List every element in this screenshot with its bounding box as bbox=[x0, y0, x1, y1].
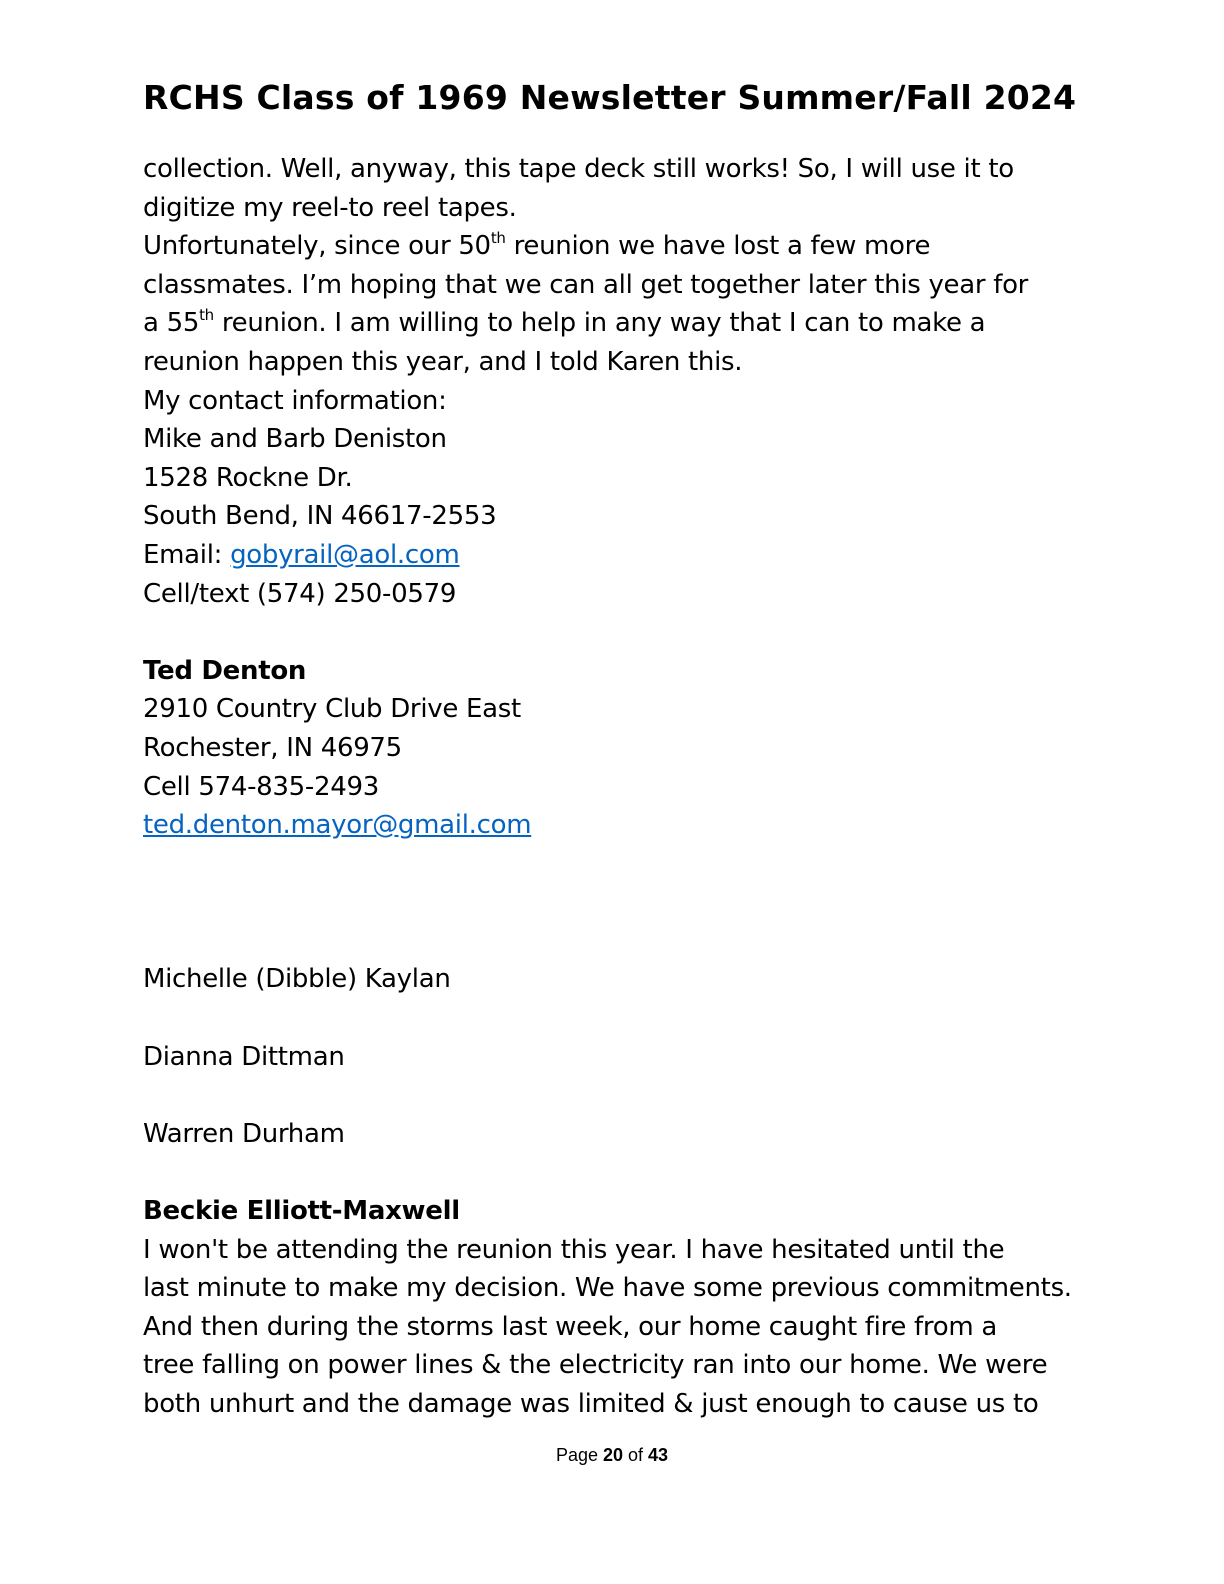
classmate-heading: Beckie Elliott-Maxwell bbox=[143, 1196, 460, 1227]
classmate-name: Michelle (Dibble) Kaylan bbox=[143, 964, 451, 995]
superscript: th bbox=[199, 306, 214, 325]
contact-email-line bbox=[143, 806, 1103, 845]
contact-name: Mike and Barb Deniston bbox=[143, 424, 447, 455]
superscript: th bbox=[490, 229, 506, 248]
body-line: tree falling on power lines & the electricity ran into our home. We were bbox=[143, 1350, 1048, 1381]
contact-street: 2910 Country Club Drive East bbox=[143, 694, 521, 725]
body-line: My contact information: bbox=[143, 385, 447, 416]
body-line: digitize my reel-to reel tapes. bbox=[143, 192, 517, 223]
body-line: classmates. I’m hoping that we can all get together later this year for bbox=[143, 269, 1029, 300]
page-body bbox=[143, 150, 1103, 1424]
body-line: Unfortunately, since our 50th reunion we have lost a few more bbox=[143, 229, 931, 262]
spacer bbox=[143, 845, 1103, 884]
spacer bbox=[143, 613, 1103, 652]
body-line: both unhurt and the damage was limited & just enough to cause us to bbox=[143, 1389, 1039, 1419]
classmate-name: Warren Durham bbox=[143, 1118, 345, 1149]
body-line: a 55th reunion. I am willing to help in any way that I can to make a bbox=[143, 306, 986, 339]
spacer bbox=[143, 883, 1103, 922]
newsletter-title: RCHS Class of 1969 Newsletter Summer/Fall 2024 bbox=[143, 78, 1077, 117]
email-link[interactable]: ted.denton.mayor@gmail.com bbox=[143, 810, 532, 841]
contact-email-line: Email: gobyrail@aol.com bbox=[143, 539, 460, 570]
spacer bbox=[143, 999, 1103, 1038]
page-total: 43 bbox=[648, 1445, 669, 1465]
spacer bbox=[143, 1153, 1103, 1192]
contact-city: Rochester, IN 46975 bbox=[143, 732, 402, 763]
spacer bbox=[143, 1076, 1103, 1115]
page-footer: Page 20 of 43 bbox=[555, 1445, 669, 1465]
email-link[interactable]: gobyrail@aol.com bbox=[230, 539, 460, 570]
body-line: And then during the storms last week, our home caught fire from a bbox=[143, 1311, 997, 1342]
classmate-name: Dianna Dittman bbox=[143, 1041, 345, 1072]
contact-city: South Bend, IN 46617-2553 bbox=[143, 501, 497, 532]
classmate-heading: Ted Denton bbox=[143, 655, 307, 686]
contact-cell: Cell/text (574) 250-0579 bbox=[143, 578, 457, 609]
spacer bbox=[143, 922, 1103, 961]
contact-cell: Cell 574-835-2493 bbox=[143, 771, 379, 802]
body-line: reunion happen this year, and I told Karen this. bbox=[143, 346, 743, 377]
body-line: I won't be attending the reunion this year. I have hesitated until the bbox=[143, 1234, 1005, 1265]
page-number: 20 bbox=[602, 1445, 624, 1465]
contact-street: 1528 Rockne Dr. bbox=[143, 462, 353, 493]
body-line: collection. Well, anyway, this tape deck still works! So, I will use it to bbox=[143, 154, 1014, 184]
body-line: last minute to make my decision. We have some previous commitments. bbox=[143, 1273, 1072, 1304]
